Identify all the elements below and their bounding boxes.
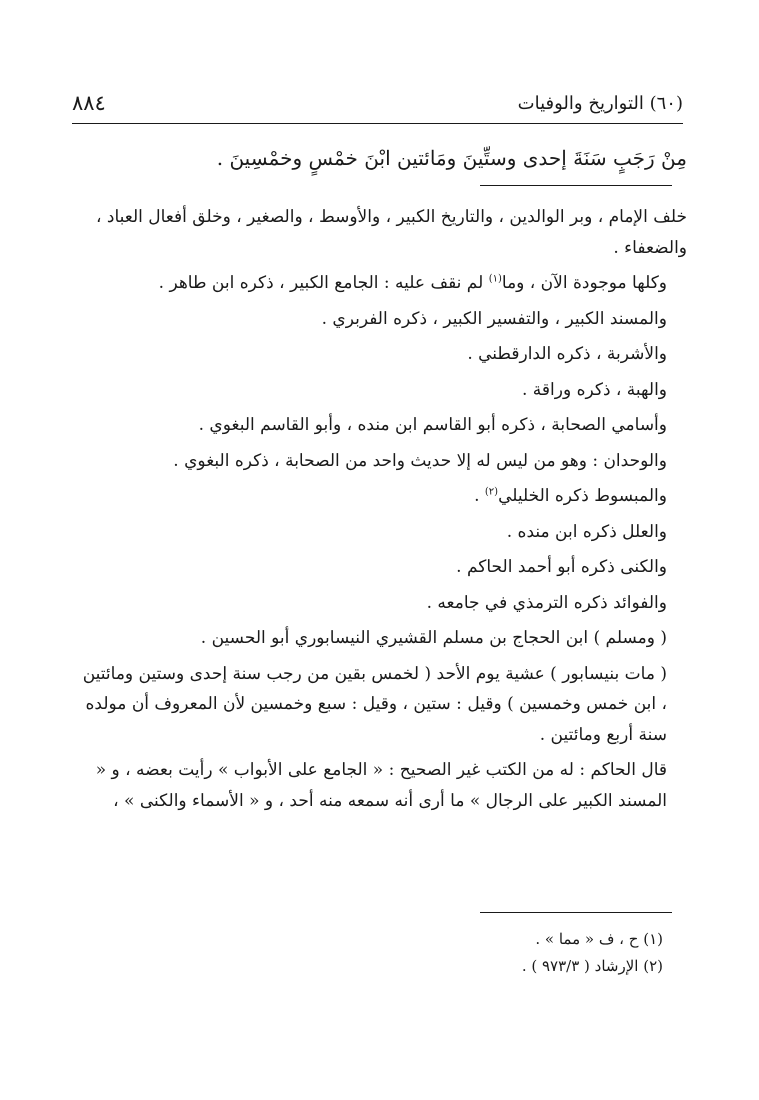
- paragraph-6: وأسامي الصحابة ، ذكره أبو القاسم ابن منده ، وأبو القاسم البغوي .: [198, 415, 667, 435]
- paragraph-2-start: وكلها موجودة الآن ، وما: [501, 273, 667, 293]
- paragraph-11: والفوائد ذكره الترمذي في جامعه .: [426, 592, 667, 613]
- page-number: ٨٨٤: [72, 91, 106, 115]
- header-rule: [72, 123, 683, 124]
- footnote-ref-2[interactable]: (٢): [484, 486, 499, 498]
- paragraph-13: ( مات بنيسابور ) عشية يوم الأحد ( لخمس بقين من رجب سنة إحدى وستين ومائتين ، ابن خمس وخمسين ) وقيل : ستين ، وقيل : سبع وخمسين لأن المعروف أن مولده سنة أربع ومائتين .: [82, 663, 667, 745]
- matn-carryover-line: مِنْ رَجَبٍ سَنَةَ إحدى وستِّينَ ومَائتين ابْنَ خمْسٍ وخمْسِينَ .: [216, 146, 687, 170]
- paragraph-8: [72, 481, 687, 512]
- paragraph-2: [72, 268, 687, 299]
- paragraph-8-start: والمبسوط ذكره الخليلي: [498, 486, 667, 506]
- footnote-separator-rule: [480, 912, 672, 913]
- paragraph-1: خلف الإمام ، وبر الوالدين ، والتاريخ الكبير ، والأوسط ، والصغير ، وخلق أفعال العباد ، والضعفاء .: [96, 207, 687, 258]
- paragraph-4: والأشربة ، ذكره الدارقطني .: [467, 344, 667, 364]
- paragraph-9: والعلل ذكره ابن منده .: [506, 521, 667, 542]
- paragraph-5: والهبة ، ذكره وراقة .: [521, 379, 667, 400]
- paragraph-3: والمسند الكبير ، والتفسير الكبير ، ذكره الفربري .: [321, 308, 667, 329]
- matn-separator-rule: [480, 185, 672, 186]
- paragraph-10: والكنى ذكره أبو أحمد الحاكم .: [456, 557, 667, 577]
- paragraph-2-end: لم نقف عليه : الجامع الكبير ، ذكره ابن طاهر .: [158, 273, 489, 293]
- footnote-2: (٢) الإرشاد ( ٩٧٣/٣ ) .: [521, 957, 663, 975]
- footnote-1: (١) ح ، ف « مما » .: [535, 930, 663, 948]
- footnotes: [72, 926, 663, 980]
- commentary-body: [72, 202, 687, 821]
- paragraph-14: قال الحاكم : له من الكتب غير الصحيح : « الجامع على الأبواب » رأيت بعضه ، و « المسند الكبير على الرجال » ما أرى أنه سمعه منه أحد ، و « الأسماء والكنى » ،: [95, 760, 667, 811]
- paragraph-7: والوحدان : وهو من ليس له إلا حديث واحد من الصحابة ، ذكره البغوي .: [173, 450, 667, 471]
- paragraph-8-end: .: [474, 486, 485, 506]
- page-header: [72, 86, 683, 120]
- paragraph-12: ( ومسلم ) ابن الحجاج بن مسلم القشيري النيسابوري أبو الحسين .: [200, 628, 667, 648]
- footnote-ref-1[interactable]: (١): [488, 273, 502, 285]
- running-title: (٦٠) التواريخ والوفيات: [517, 92, 683, 114]
